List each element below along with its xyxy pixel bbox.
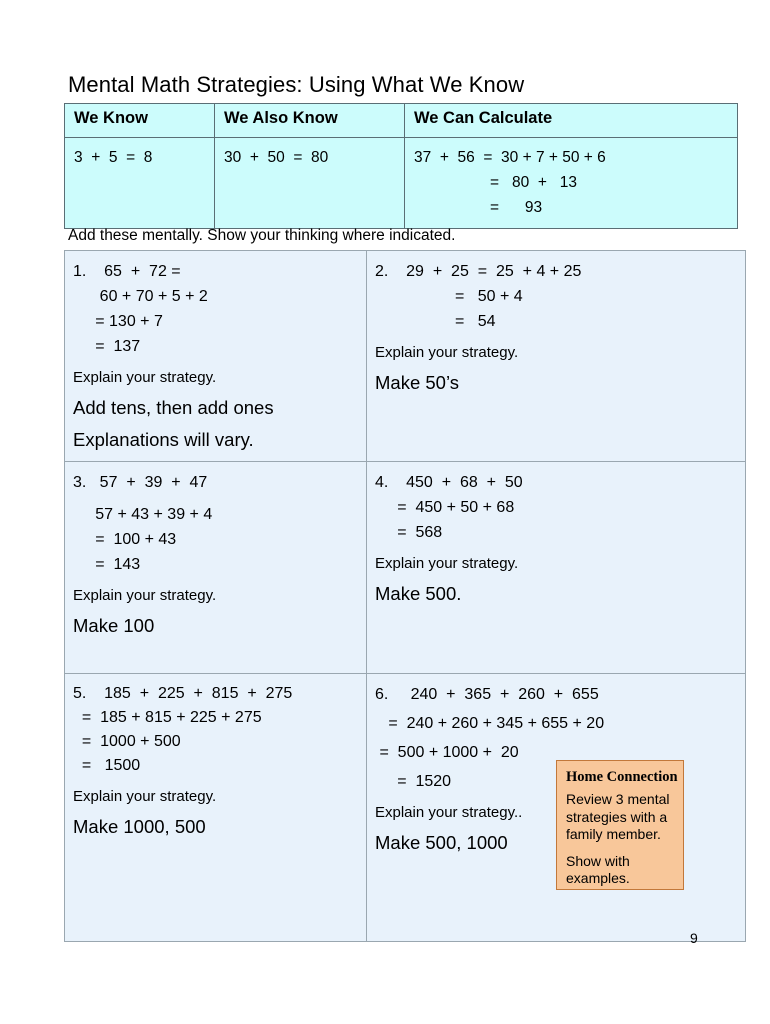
exercise-6-explain-label: Explain your strategy..	[375, 804, 523, 821]
calculate-line-1: 37 + 56 = 30 + 7 + 50 + 6	[414, 149, 606, 166]
exercise-2-work-line-2: = 50 + 4	[375, 288, 523, 305]
exercise-4-work-line-3: = 568	[375, 524, 443, 541]
exercise-6-answer-1: Make 500, 1000	[375, 832, 508, 853]
exercise-4-answer-1: Make 500.	[375, 583, 462, 604]
exercise-5-work-line-2: = 185 + 815 + 225 + 275	[73, 709, 262, 726]
calculate-line-3: = 93	[490, 199, 543, 216]
we-also-know-equation: 30 + 50 = 80	[224, 149, 329, 166]
table-header-row	[65, 104, 738, 138]
exercise-3-work-line-2: 57 + 43 + 39 + 4	[73, 506, 213, 523]
exercise-1-explain-label: Explain your strategy.	[73, 369, 217, 386]
exercise-5-work-line-1: 5. 185 + 225 + 815 + 275	[73, 685, 293, 702]
column-header-we-can-calculate: We Can Calculate	[405, 104, 738, 138]
we-know-equation: 3 + 5 = 8	[74, 149, 153, 166]
home-connection-line-2: Show with examples.	[566, 852, 630, 886]
exercise-cell-3	[65, 462, 367, 674]
exercise-6-work-line-4: = 1520	[375, 773, 452, 790]
exercise-5-work-line-3: = 1000 + 500	[73, 733, 181, 750]
exercise-3-explain-label: Explain your strategy.	[73, 587, 217, 604]
exercise-5-answer-1: Make 1000, 500	[73, 816, 206, 837]
exercise-1-work-line-4: = 137	[73, 338, 141, 355]
column-header-we-know: We Know	[65, 104, 215, 138]
exercise-2-explain-label: Explain your strategy.	[375, 344, 519, 361]
exercise-6-work-line-1: 6. 240 + 365 + 260 + 655	[375, 686, 599, 703]
home-connection-box	[556, 760, 684, 890]
exercise-cell-2	[367, 251, 746, 462]
cell-we-can-calculate	[405, 138, 738, 229]
cell-we-know	[65, 138, 215, 229]
exercise-1-work-line-2: 60 + 70 + 5 + 2	[73, 288, 208, 305]
exercise-2-answer-1: Make 50’s	[375, 372, 459, 393]
exercise-4-work-line-2: = 450 + 50 + 68	[375, 499, 515, 516]
exercise-row-2	[65, 462, 746, 674]
exercise-1-work-line-1: 1. 65 + 72 =	[73, 263, 181, 280]
exercise-row-1	[65, 251, 746, 462]
exercise-1-answer-1: Add tens, then add ones	[73, 397, 274, 418]
exercise-3-work-line-4: = 143	[73, 556, 141, 573]
calculate-line-2: = 80 + 13	[490, 174, 578, 191]
page-title: Mental Math Strategies: Using What We Know	[68, 72, 525, 97]
table-row	[65, 138, 738, 229]
page-number: 9	[690, 930, 698, 946]
cell-we-also-know	[215, 138, 405, 229]
strategy-reference-table	[64, 103, 738, 229]
column-header-we-also-know: We Also Know	[215, 104, 405, 138]
exercise-3-answer-1: Make 100	[73, 615, 155, 636]
exercise-1-answer-2: Explanations will vary.	[73, 429, 254, 450]
exercise-6-work-line-3: = 500 + 1000 + 20	[375, 744, 519, 761]
exercise-2-work-line-3: = 54	[375, 313, 496, 330]
instruction-text: Add these mentally. Show your thinking where indicated.	[68, 227, 456, 244]
exercise-3-work-line-3: = 100 + 43	[73, 531, 177, 548]
exercise-4-explain-label: Explain your strategy.	[375, 555, 519, 572]
exercise-cell-1	[65, 251, 367, 462]
exercise-cell-4	[367, 462, 746, 674]
exercise-cell-5	[65, 674, 367, 942]
home-connection-line-1: Review 3 mental strategies with a family member.	[566, 791, 670, 842]
exercise-5-explain-label: Explain your strategy.	[73, 788, 217, 805]
exercise-6-work-line-2: = 240 + 260 + 345 + 655 + 20	[375, 715, 605, 732]
home-connection-title: Home Connection	[566, 769, 678, 785]
exercise-1-work-line-3: = 130 + 7	[73, 313, 163, 330]
exercise-2-work-line-1: 2. 29 + 25 = 25 + 4 + 25	[375, 263, 582, 280]
exercise-5-work-line-4: = 1500	[73, 757, 141, 774]
exercise-3-work-line-1: 3. 57 + 39 + 47	[73, 474, 208, 491]
exercise-4-work-line-1: 4. 450 + 68 + 50	[375, 474, 523, 491]
